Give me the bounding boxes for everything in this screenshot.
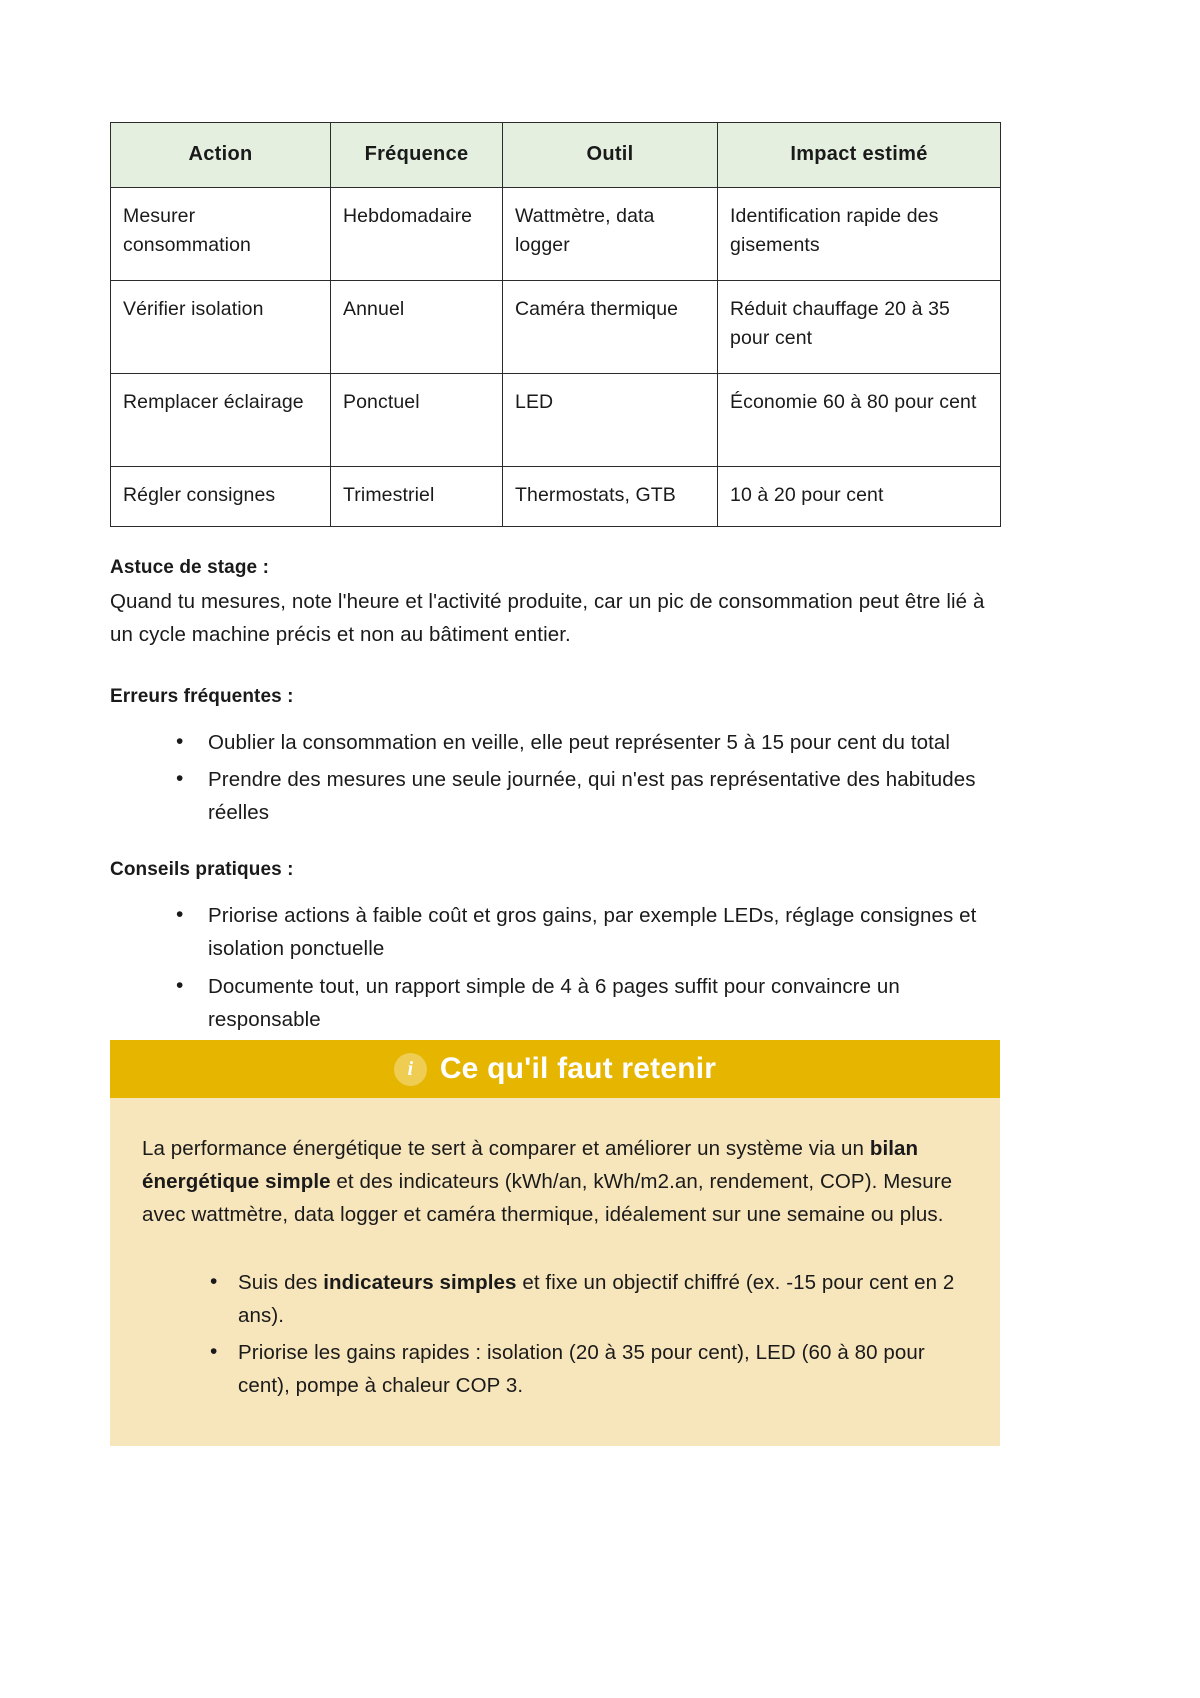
table-header-row: [111, 123, 1001, 188]
list-item: [238, 1336, 968, 1402]
table-cell-impact: 10 à 20 pour cent: [718, 467, 1001, 527]
table-cell-action: Vérifier isolation: [111, 281, 331, 374]
bullet-bold: indicateurs simples: [323, 1270, 517, 1294]
table-cell-outil: Caméra thermique: [503, 281, 718, 374]
table-header-outil: Outil: [503, 123, 718, 188]
list-item: • Prendre des mesures une seule journée, qui n'est pas représentative des habitudes réelles: [204, 763, 1000, 829]
bullet-part2: et fixe un objectif chiffré (ex. -15 pour cent en 2 ans).: [238, 1270, 955, 1327]
list-item: • Documente tout, un rapport simple de 4 à 6 pages suffit pour convaincre un responsable: [204, 970, 1000, 1036]
astuce-paragraph: Quand tu mesures, note l'heure et l'activité produite, car un pic de consommation peut être lié à un cycle machine précis et non au bâtiment entier.: [110, 590, 985, 647]
callout-body: [110, 1098, 1000, 1446]
erreurs-heading: Erreurs fréquentes :: [110, 685, 294, 707]
table-cell-impact: Économie 60 à 80 pour cent: [718, 374, 1001, 467]
actions-table: [110, 122, 1001, 527]
list-item: [238, 1266, 968, 1332]
table-header-action: Action: [111, 123, 331, 188]
callout-paragraph: [142, 1132, 968, 1232]
table-row: [111, 374, 1001, 467]
table-cell-frequence: Ponctuel: [331, 374, 503, 467]
conseils-list: [110, 899, 1000, 1036]
astuce-section: [110, 557, 1000, 651]
table-row: [111, 188, 1001, 281]
table-cell-impact: Identification rapide des gisements: [718, 188, 1001, 281]
callout-para-bold: bilan énergétique simple: [142, 1137, 919, 1194]
table-row: [111, 281, 1001, 374]
table-cell-outil: Wattmètre, data logger: [503, 188, 718, 281]
conseils-section: [110, 859, 1000, 1036]
callout-header: [110, 1040, 1000, 1098]
callout-para-part2: et des indicateurs (kWh/an, kWh/m2.an, rendement, COP). Mesure avec wattmètre, data logger et caméra thermique, idéalement sur une semaine ou plus.: [142, 1170, 953, 1227]
table-header-frequence: Fréquence: [331, 123, 503, 188]
table-cell-frequence: Hebdomadaire: [331, 188, 503, 281]
table-cell-outil: Thermostats, GTB: [503, 467, 718, 527]
erreurs-section: [110, 686, 1000, 830]
erreurs-list: [110, 726, 1000, 830]
table-cell-action: Mesurer consommation: [111, 188, 331, 281]
table-cell-action: Remplacer éclairage: [111, 374, 331, 467]
conseils-heading: Conseils pratiques :: [110, 859, 294, 881]
callout-title: Ce qu'il faut retenir: [439, 1052, 717, 1085]
callout-list: [142, 1266, 968, 1403]
table-cell-impact: Réduit chauffage 20 à 35 pour cent: [718, 281, 1001, 374]
info-icon: i: [394, 1053, 427, 1086]
document-content: [110, 122, 1000, 1040]
list-item: • Oublier la consommation en veille, elle peut représenter 5 à 15 pour cent du total: [204, 726, 1000, 759]
table-header-impact: Impact estimé: [718, 123, 1001, 188]
callout-para-part1: La performance énergétique te sert à comparer et améliorer un système via un: [142, 1137, 870, 1160]
astuce-heading: Astuce de stage :: [110, 557, 270, 579]
bullet-part1: Priorise les gains rapides : isolation (20 à 35 pour cent), LED (60 à 80 pour cent), pompe à chaleur COP 3.: [238, 1341, 925, 1398]
table-cell-frequence: Trimestriel: [331, 467, 503, 527]
table-cell-action: Régler consignes: [111, 467, 331, 527]
table-cell-frequence: Annuel: [331, 281, 503, 374]
retenir-callout: [110, 1040, 1000, 1446]
table-cell-outil: LED: [503, 374, 718, 467]
table-row: [111, 467, 1001, 527]
bullet-part1: Suis des: [238, 1270, 324, 1294]
list-item: • Priorise actions à faible coût et gros gains, par exemple LEDs, réglage consignes et isolation ponctuelle: [204, 899, 1000, 965]
